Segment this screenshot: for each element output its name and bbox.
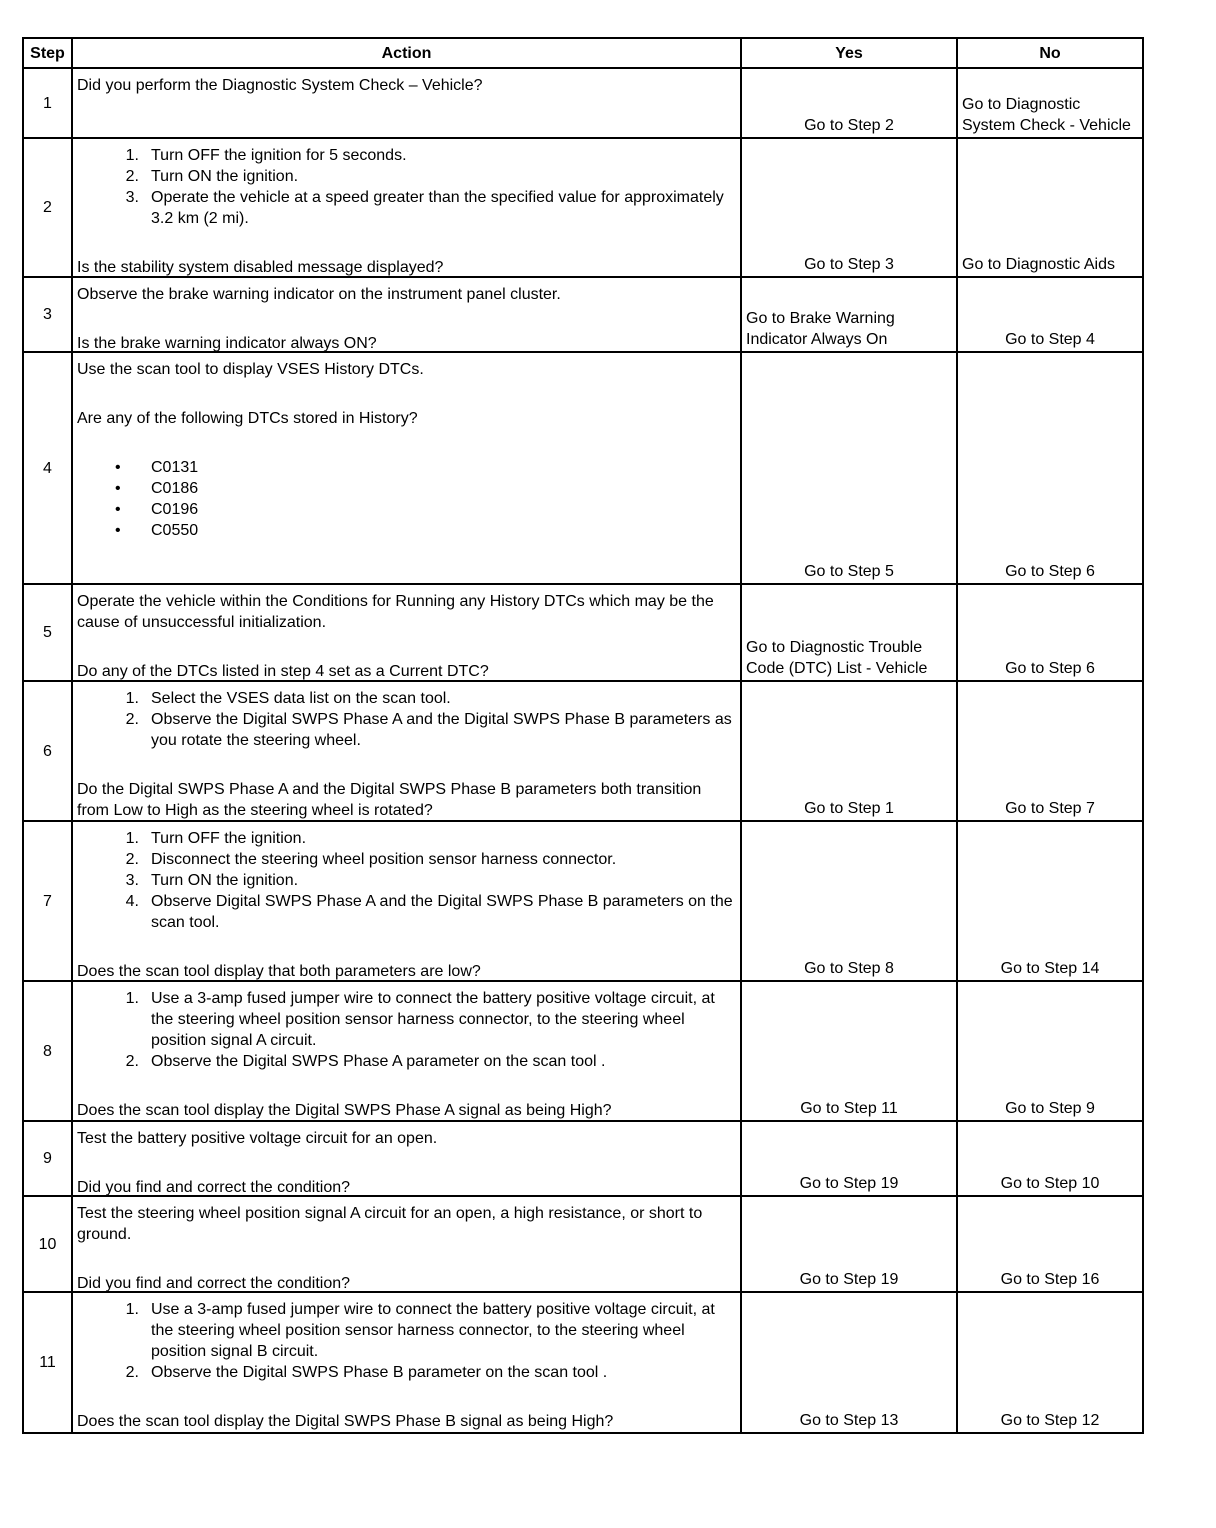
step-number: 10	[23, 1196, 72, 1292]
instruction-text: Operate the vehicle within the Conditions for Running any History DTCs which may be the cause of unsuccessful initialization.	[77, 593, 714, 631]
header-no: No	[957, 38, 1143, 68]
list-item-text: Observe the Digital SWPS Phase A and the Digital SWPS Phase B parameters as you rotate the steering wheel.	[151, 711, 732, 749]
action-cell	[72, 277, 741, 352]
list-item	[77, 499, 736, 520]
action-cell	[72, 1292, 741, 1433]
yes-result: Go to Step 5	[741, 352, 957, 584]
yes-result: Go to Step 1	[741, 681, 957, 821]
action-content	[77, 688, 736, 819]
no-result: Go to Step 7	[957, 681, 1143, 821]
step-number: 4	[23, 352, 72, 584]
header-action: Action	[72, 38, 741, 68]
no-result: Go to Step 6	[957, 584, 1143, 681]
yes-result: Go to Step 3	[741, 138, 957, 277]
table-row	[23, 1196, 1143, 1292]
action-content	[77, 828, 736, 979]
action-content	[77, 75, 736, 136]
bullet-icon: •	[115, 459, 121, 476]
bullet-icon: •	[115, 522, 121, 539]
step-number: 3	[23, 277, 72, 352]
instruction-text: Test the steering wheel position signal A circuit for an open, a high resistance, or short to ground.	[77, 1205, 703, 1243]
numbered-list	[77, 145, 736, 229]
yes-result: Go to Step 19	[741, 1121, 957, 1196]
action-content	[77, 284, 736, 350]
instruction-text: Test the battery positive voltage circuit for an open.	[77, 1130, 438, 1147]
list-item-text: Use a 3-amp fused jumper wire to connect the battery positive voltage circuit, at the steering wheel position sensor harness connector, to the steering wheel position signal B circuit.	[151, 1301, 715, 1360]
list-item	[77, 891, 736, 933]
no-result: Go to Diagnostic Aids	[957, 138, 1143, 277]
question-text: Is the brake warning indicator always ON?	[77, 335, 377, 352]
list-number: 4.	[125, 893, 139, 910]
question-text: Does the scan tool display the Digital SWPS Phase B signal as being High?	[77, 1413, 614, 1430]
list-number: 1.	[125, 147, 139, 164]
step-number: 9	[23, 1121, 72, 1196]
no-result: Go to Step 4	[957, 277, 1143, 352]
table-row	[23, 1121, 1143, 1196]
step-number: 8	[23, 981, 72, 1121]
list-item	[77, 145, 736, 166]
list-item	[77, 688, 736, 709]
header-yes: Yes	[741, 38, 957, 68]
no-result: Go to Step 12	[957, 1292, 1143, 1433]
action-content	[77, 359, 736, 582]
action-cell	[72, 821, 741, 981]
no-result: Go to Step 9	[957, 981, 1143, 1121]
list-number: 2.	[125, 1364, 139, 1381]
action-cell	[72, 1196, 741, 1292]
action-cell	[72, 681, 741, 821]
list-number: 3.	[125, 189, 139, 206]
action-cell	[72, 1121, 741, 1196]
no-result: Go to Diagnostic System Check - Vehicle	[957, 68, 1143, 138]
list-item	[77, 478, 736, 499]
action-content	[77, 1203, 736, 1290]
step-number: 6	[23, 681, 72, 821]
bullet-icon: •	[115, 501, 121, 518]
table-row	[23, 138, 1143, 277]
question-text: Does the scan tool display that both parameters are low?	[77, 963, 481, 980]
table-row	[23, 981, 1143, 1121]
no-result: Go to Step 10	[957, 1121, 1143, 1196]
action-cell	[72, 352, 741, 584]
yes-result: Go to Step 11	[741, 981, 957, 1121]
no-result: Go to Step 16	[957, 1196, 1143, 1292]
question-text: Does the scan tool display the Digital SWPS Phase A signal as being High?	[77, 1102, 612, 1119]
instruction-text: Observe the brake warning indicator on the instrument panel cluster.	[77, 286, 561, 303]
action-content	[77, 1128, 736, 1194]
numbered-list	[77, 688, 736, 751]
no-result: Go to Step 6	[957, 352, 1143, 584]
yes-result: Go to Step 19	[741, 1196, 957, 1292]
list-item-text: Turn OFF the ignition for 5 seconds.	[151, 147, 407, 164]
table-row	[23, 68, 1143, 138]
list-number: 1.	[125, 1301, 139, 1318]
numbered-list	[77, 1299, 736, 1383]
diagnostic-table	[22, 37, 1144, 1434]
list-item	[77, 709, 736, 751]
no-result: Go to Step 14	[957, 821, 1143, 981]
step-number: 5	[23, 584, 72, 681]
list-number: 2.	[125, 711, 139, 728]
action-content	[77, 1299, 736, 1431]
list-item	[77, 1362, 736, 1383]
list-number: 1.	[125, 830, 139, 847]
list-item	[77, 520, 736, 541]
list-number: 2.	[125, 168, 139, 185]
list-item-text: Operate the vehicle at a speed greater than the specified value for approximately 3.2 km (2 mi).	[151, 189, 724, 227]
yes-result: Go to Diagnostic Trouble Code (DTC) List - Vehicle	[741, 584, 957, 681]
list-number: 3.	[125, 872, 139, 889]
step-number: 2	[23, 138, 72, 277]
list-item	[77, 870, 736, 891]
action-cell	[72, 584, 741, 681]
list-item	[77, 988, 736, 1051]
step-number: 1	[23, 68, 72, 138]
list-item-text: Turn OFF the ignition.	[151, 830, 307, 847]
table-row	[23, 681, 1143, 821]
list-number: 1.	[125, 990, 139, 1007]
list-item-text: Select the VSES data list on the scan tool.	[151, 690, 451, 707]
list-item	[77, 1051, 736, 1072]
list-item	[77, 849, 736, 870]
table-row	[23, 277, 1143, 352]
bullet-list	[77, 457, 736, 541]
list-item-text: Turn ON the ignition.	[151, 872, 299, 889]
question-text: Did you find and correct the condition?	[77, 1275, 351, 1292]
list-item-text: Observe the Digital SWPS Phase A parameter on the scan tool .	[151, 1053, 606, 1070]
question-text: Do any of the DTCs listed in step 4 set as a Current DTC?	[77, 663, 489, 680]
list-item	[77, 828, 736, 849]
list-item-text: C0186	[151, 480, 199, 497]
action-content	[77, 145, 736, 275]
list-item	[77, 1299, 736, 1362]
instruction-text: Are any of the following DTCs stored in History?	[77, 410, 418, 427]
list-item-text: C0196	[151, 501, 199, 518]
question-text: Is the stability system disabled message displayed?	[77, 259, 444, 276]
list-number: 2.	[125, 851, 139, 868]
list-item-text: C0131	[151, 459, 199, 476]
list-number: 2.	[125, 1053, 139, 1070]
step-number: 11	[23, 1292, 72, 1433]
table-row	[23, 1292, 1143, 1433]
numbered-list	[77, 988, 736, 1072]
yes-result: Go to Brake Warning Indicator Always On	[741, 277, 957, 352]
bullet-icon: •	[115, 480, 121, 497]
action-cell	[72, 138, 741, 277]
yes-result: Go to Step 13	[741, 1292, 957, 1433]
list-item	[77, 166, 736, 187]
action-cell	[72, 981, 741, 1121]
list-item-text: Observe the Digital SWPS Phase B parameter on the scan tool .	[151, 1364, 608, 1381]
action-content	[77, 591, 736, 679]
header-step: Step	[23, 38, 72, 68]
list-item-text: Turn ON the ignition.	[151, 168, 299, 185]
table-row	[23, 352, 1143, 584]
step-number: 7	[23, 821, 72, 981]
list-item-text: Disconnect the steering wheel position sensor harness connector.	[151, 851, 617, 868]
list-item-text: Use a 3-amp fused jumper wire to connect the battery positive voltage circuit, at the steering wheel position sensor harness connector, to the steering wheel position signal A circuit.	[151, 990, 715, 1049]
list-item-text: Observe Digital SWPS Phase A and the Digital SWPS Phase B parameters on the scan tool.	[151, 893, 733, 931]
action-content	[77, 988, 736, 1119]
question-text: Did you find and correct the condition?	[77, 1179, 351, 1196]
numbered-list	[77, 828, 736, 933]
action-cell	[72, 68, 741, 138]
instruction-text: Use the scan tool to display VSES History DTCs.	[77, 361, 424, 378]
header-row	[23, 38, 1143, 68]
instruction-text: Did you perform the Diagnostic System Check – Vehicle?	[77, 77, 483, 94]
list-item	[77, 187, 736, 229]
list-item	[77, 457, 736, 478]
list-number: 1.	[125, 690, 139, 707]
question-text: Do the Digital SWPS Phase A and the Digital SWPS Phase B parameters both transition from Low to High as the steering wheel is rotated?	[77, 781, 702, 819]
table-row	[23, 821, 1143, 981]
list-item-text: C0550	[151, 522, 199, 539]
yes-result: Go to Step 2	[741, 68, 957, 138]
table-row	[23, 584, 1143, 681]
yes-result: Go to Step 8	[741, 821, 957, 981]
